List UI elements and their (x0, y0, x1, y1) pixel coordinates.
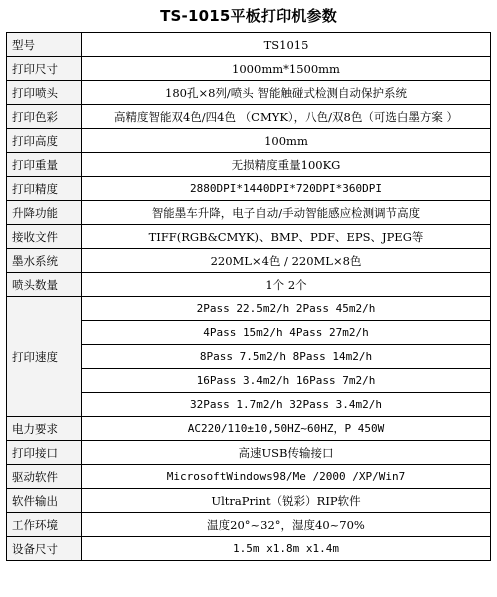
row-value-dimensions: 1.5m x1.8m x1.4m (82, 537, 491, 561)
row-label-software: 软件输出 (7, 489, 82, 513)
speed-value: 4Pass 15m2/h 4Pass 27m2/h (82, 321, 491, 345)
row-label-print-precision: 打印精度 (7, 177, 82, 201)
table-row (7, 441, 491, 465)
row-value-print-color: 高精度智能双4色/四4色 （CMYK），八色/双8色（可选白墨方案 ） (82, 105, 491, 129)
speed-value: 8Pass 7.5m2/h 8Pass 14m2/h (82, 345, 491, 369)
table-row (7, 297, 491, 321)
row-label-model: 型号 (7, 33, 82, 57)
row-label-file-formats: 接收文件 (7, 225, 82, 249)
row-value-model: TS1015 (82, 33, 491, 57)
table-row (7, 129, 491, 153)
row-label-head-count: 喷头数量 (7, 273, 82, 297)
row-label-interface: 打印接口 (7, 441, 82, 465)
table-row (7, 153, 491, 177)
row-value-print-precision: 2880DPI*1440DPI*720DPI*360DPI (82, 177, 491, 201)
row-label-print-speed: 打印速度 (7, 297, 82, 417)
table-row (7, 177, 491, 201)
table-row (7, 225, 491, 249)
table-row (7, 489, 491, 513)
row-value-power: AC220/110±10,50HZ~60HZ，P 450W (82, 417, 491, 441)
table-row (7, 513, 491, 537)
spec-table (6, 32, 491, 561)
table-row (7, 273, 491, 297)
row-value-interface: 高速USB传输接口 (82, 441, 491, 465)
row-label-print-head: 打印喷头 (7, 81, 82, 105)
row-label-environment: 工作环境 (7, 513, 82, 537)
row-label-print-size: 打印尺寸 (7, 57, 82, 81)
table-row (7, 57, 491, 81)
row-value-ink-system: 220ML×4色 / 220ML×8色 (82, 249, 491, 273)
table-row (7, 81, 491, 105)
row-value-print-weight: 无损精度重量100KG (82, 153, 491, 177)
row-value-print-head: 180孔×8列/喷头 智能触碰式检测自动保护系统 (82, 81, 491, 105)
table-row (7, 537, 491, 561)
row-value-lift-function: 智能墨车升降，电子自动/手动智能感应检测调节高度 (82, 201, 491, 225)
row-label-power: 电力要求 (7, 417, 82, 441)
table-row (7, 201, 491, 225)
row-value-environment: 温度20°~32°，湿度40~70% (82, 513, 491, 537)
row-label-ink-system: 墨水系统 (7, 249, 82, 273)
row-value-software: UltraPrint（锐彩）RIP软件 (82, 489, 491, 513)
row-value-driver: MicrosoftWindows98/Me /2000 /XP/Win7 (82, 465, 491, 489)
row-label-lift-function: 升降功能 (7, 201, 82, 225)
page-title: TS-1015平板打印机参数 (160, 7, 337, 25)
row-label-dimensions: 设备尺寸 (7, 537, 82, 561)
table-row (7, 417, 491, 441)
row-value-head-count: 1个 2个 (82, 273, 491, 297)
table-row (7, 249, 491, 273)
row-label-print-height: 打印高度 (7, 129, 82, 153)
row-label-driver: 驱动软件 (7, 465, 82, 489)
speed-value: 16Pass 3.4m2/h 16Pass 7m2/h (82, 369, 491, 393)
table-row (7, 465, 491, 489)
speed-value: 2Pass 22.5m2/h 2Pass 45m2/h (82, 297, 491, 321)
row-value-print-height: 100mm (82, 129, 491, 153)
speed-value: 32Pass 1.7m2/h 32Pass 3.4m2/h (82, 393, 491, 417)
row-value-print-size: 1000mm*1500mm (82, 57, 491, 81)
table-row (7, 105, 491, 129)
row-label-print-weight: 打印重量 (7, 153, 82, 177)
table-row (7, 33, 491, 57)
row-value-file-formats: TIFF(RGB&CMYK)、BMP、PDF、EPS、JPEG等 (82, 225, 491, 249)
row-label-print-color: 打印色彩 (7, 105, 82, 129)
